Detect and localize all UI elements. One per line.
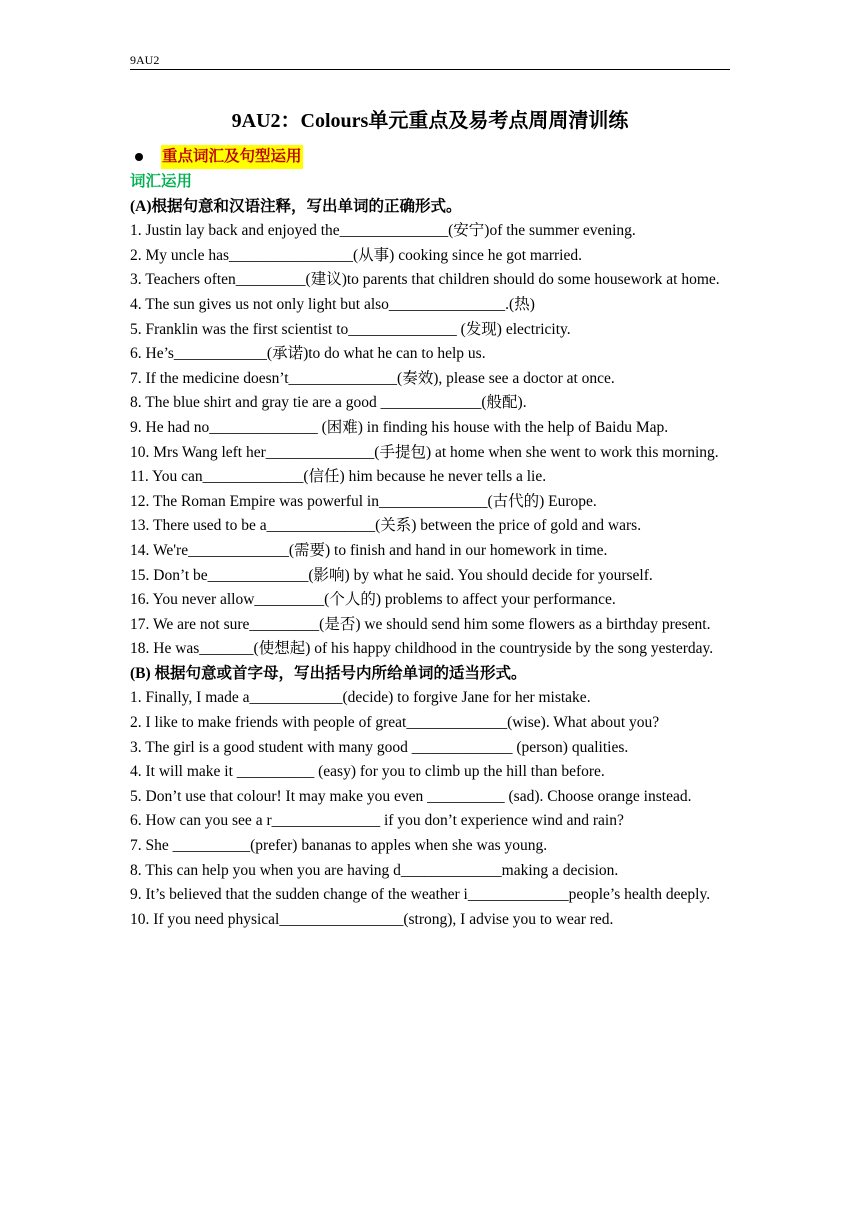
list-item: 4. It will make it __________ (easy) for you to climb up the hill than before. <box>130 763 605 781</box>
document-body <box>130 144 731 932</box>
list-item: 18. He was_______(使想起) of his happy childhood in the countryside by the song yesterday. <box>130 640 714 658</box>
list-item: 16. You never allow_________(个人的) problems to affect your performance. <box>130 591 616 609</box>
list-item: 8. The blue shirt and gray tie are a good _____________(般配). <box>130 394 527 412</box>
list-item: 13. There used to be a______________(关系) between the price of gold and wars. <box>130 517 642 535</box>
list-item: 1. Justin lay back and enjoyed the______________(安宁)of the summer evening. <box>130 222 636 240</box>
list-item: 17. We are not sure_________(是否) we should send him some flowers as a birthday present. <box>130 615 711 633</box>
bullet-heading: 重点词汇及句型运用 <box>161 145 303 170</box>
subheading: 词汇运用 <box>130 173 193 190</box>
section-b-list <box>130 686 731 932</box>
header-rule <box>130 69 730 70</box>
list-item: 8. This can help you when you are having d_____________making a decision. <box>130 861 619 879</box>
list-item: 15. Don’t be_____________(影响) by what he said. You should decide for yourself. <box>130 566 653 584</box>
list-item: 5. Don’t use that colour! It may make you even __________ (sad). Choose orange instead. <box>130 787 692 805</box>
list-item: 2. My uncle has________________(从事) cooking since he got married. <box>130 246 582 264</box>
section-a-list <box>130 219 731 662</box>
list-item: 7. If the medicine doesn’t______________(奏效), please see a doctor at once. <box>130 369 615 387</box>
list-item: 5. Franklin was the first scientist to______________ (发现) electricity. <box>130 320 571 338</box>
list-item: 11. You can_____________(信任) him because he never tells a lie. <box>130 468 547 486</box>
list-item: 10. If you need physical________________(strong), I advise you to wear red. <box>130 910 614 928</box>
bullet-icon <box>135 153 143 161</box>
bullet-heading-row <box>130 144 731 170</box>
list-item: 6. How can you see a r______________ if you don’t experience wind and rain? <box>130 812 624 830</box>
list-item: 2. I like to make friends with people of great_____________(wise). What about you? <box>130 714 660 732</box>
list-item: 9. He had no______________ (困难) in finding his house with the help of Baidu Map. <box>130 418 669 436</box>
section-b-instruction: (B) 根据句意或首字母，写出括号内所给单词的适当形式。 <box>130 664 527 682</box>
list-item: 4. The sun gives us not only light but also_______________.(热) <box>130 295 535 313</box>
list-item: 1. Finally, I made a____________(decide) to forgive Jane for her mistake. <box>130 689 591 707</box>
list-item: 6. He’s____________(承诺)to do what he can to help us. <box>130 345 486 363</box>
list-item: 10. Mrs Wang left her______________(手提包) at home when she went to work this morning. <box>130 443 719 461</box>
document-title: 9AU2：Colours单元重点及易考点周周清训练 <box>231 110 629 132</box>
header-text: 9AU2 <box>130 53 160 67</box>
list-item: 9. It’s believed that the sudden change of the weather i_____________people’s health deeply. <box>130 886 711 904</box>
list-item: 7. She __________(prefer) bananas to apples when she was young. <box>130 837 548 855</box>
section-a-instruction: (A)根据句意和汉语注释，写出单词的正确形式。 <box>130 197 462 215</box>
list-item: 3. Teachers often_________(建议)to parents that children should do some housework at home. <box>130 271 720 289</box>
list-item: 3. The girl is a good student with many good _____________ (person) qualities. <box>130 738 629 756</box>
list-item: 12. The Roman Empire was powerful in______________(古代的) Europe. <box>130 492 597 510</box>
list-item: 14. We're_____________(需要) to finish and hand in our homework in time. <box>130 541 608 559</box>
